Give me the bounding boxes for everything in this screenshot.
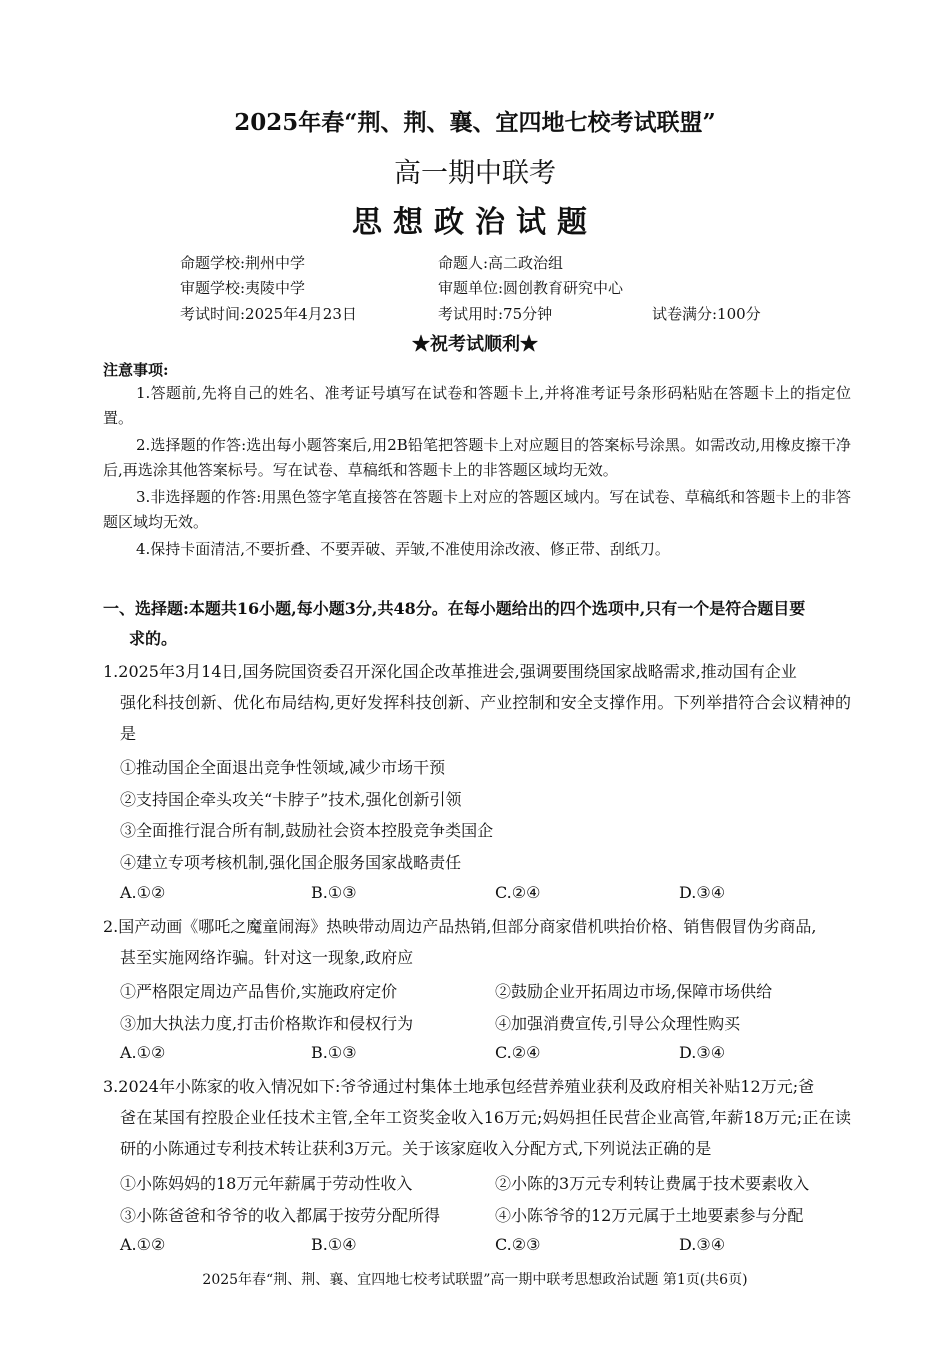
question-1-option-b[interactable]: B.①③ (311, 883, 357, 902)
question-1-stem (103, 656, 851, 749)
exam-time: 考试时间:2025年4月23日 (180, 305, 357, 323)
question-3-item: ①小陈妈妈的18万元年薪属于劳动性收入 (120, 1174, 413, 1193)
notice-title: 注意事项: (103, 361, 169, 379)
question-3-item: ③小陈爸爸和爷爷的收入都属于按劳分配所得 (120, 1206, 441, 1225)
blessing: ★祝考试顺利★ (412, 334, 538, 355)
exam-alliance-title: 2025年春“荆、荆、襄、宜四地七校考试联盟” (234, 109, 716, 136)
question-2-option-d[interactable]: D.③④ (679, 1043, 726, 1062)
question-1-item: ④建立专项考核机制,强化国企服务国家战略责任 (120, 853, 462, 872)
question-1-option-c[interactable]: C.②④ (495, 883, 541, 902)
exam-type-title: 高一期中联考 (394, 158, 556, 189)
section-heading (103, 594, 851, 654)
question-2-item: ①严格限定周边产品售价,实施政府定价 (120, 982, 398, 1001)
question-2-item: ④加强消费宣传,引导公众理性购买 (495, 1014, 741, 1033)
section-heading-line: 求的。 (129, 629, 178, 648)
question-1-option-a[interactable]: A.①② (120, 883, 166, 902)
page-footer: 2025年春“荆、荆、襄、宜四地七校考试联盟”高一期中联考思想政治试题 第1页(共6页) (202, 1272, 748, 1288)
question-2-option-c[interactable]: C.②④ (495, 1043, 541, 1062)
question-1-item: ③全面推行混合所有制,鼓励社会资本控股竞争类国企 (120, 821, 494, 840)
question-stem-first-line: 1.2025年3月14日,国务院国资委召开深化国企改革推进会,强调要围绕国家战略需求,推动国有企业 (103, 662, 797, 681)
question-3-option-b[interactable]: B.①④ (311, 1235, 357, 1254)
question-stem-rest: 爸在某国有控股企业任技术主管,全年工资奖金收入16万元;妈妈担任民营企业高管,年薪18万元;正在读研的小陈通过专利技术转让获利3万元。关于该家庭收入分配方式,下列说法正确的是 (120, 1108, 851, 1158)
question-3-option-c[interactable]: C.②③ (495, 1235, 541, 1254)
question-3-stem (103, 1071, 851, 1164)
question-3-item: ④小陈爷爷的12万元属于土地要素参与分配 (495, 1206, 804, 1225)
question-1-option-d[interactable]: D.③④ (679, 883, 726, 902)
notice-item: 1.答题前,先将自己的姓名、准考证号填写在试卷和答题卡上,并将准考证号条形码粘贴在答题卡上的指定位置。 (103, 384, 851, 427)
full-score: 试卷满分:100分 (652, 305, 761, 323)
notice-item: 3.非选择题的作答:用黑色签字笔直接答在答题卡上对应的答题区域内。写在试卷、草稿纸和答题卡上的非答题区域均无效。 (103, 488, 851, 531)
section-heading-line: 一、选择题:本题共16小题,每小题3分,共48分。在每小题给出的四个选项中,只有一个是符合题目要 (103, 599, 806, 618)
question-2-option-b[interactable]: B.①③ (311, 1043, 357, 1062)
question-2-item: ③加大执法力度,打击价格欺诈和侵权行为 (120, 1014, 414, 1033)
question-2-option-a[interactable]: A.①② (120, 1043, 166, 1062)
question-stem-rest: 强化科技创新、优化布局结构,更好发挥科技创新、产业控制和安全支撑作用。下列举措符合会议精神的是 (120, 693, 851, 743)
question-3-option-a[interactable]: A.①② (120, 1235, 166, 1254)
question-1-item: ①推动国企全面退出竞争性领域,减少市场干预 (120, 758, 446, 777)
question-stem-first-line: 2.国产动画《哪吒之魔童闹海》热映带动周边产品热销,但部分商家借机哄抬价格、销售假冒伪劣商品, (103, 917, 817, 936)
question-3-option-d[interactable]: D.③④ (679, 1235, 726, 1254)
question-stem-first-line: 3.2024年小陈家的收入情况如下:爷爷通过村集体土地承包经营养殖业获利及政府相关补贴12万元;爸 (103, 1077, 815, 1096)
question-2-stem (103, 911, 851, 973)
question-2-item: ②鼓励企业开拓周边市场,保障市场供给 (495, 982, 773, 1001)
question-1-item: ②支持国企牵头攻关“卡脖子”技术,强化创新引领 (120, 790, 462, 809)
review-school: 审题学校:夷陵中学 (180, 279, 306, 297)
notice-item: 2.选择题的作答:选出每小题答案后,用2B铅笔把答题卡上对应题目的答案标号涂黑。如需改动,用橡皮擦干净后,再选涂其他答案标号。写在试卷、草稿纸和答题卡上的非答题区域均无效。 (103, 436, 851, 479)
question-3-item: ②小陈的3万元专利转让费属于技术要素收入 (495, 1174, 810, 1193)
exam-duration: 考试用时:75分钟 (438, 305, 553, 323)
notice-item: 4.保持卡面清洁,不要折叠、不要弄破、弄皱,不准使用涂改液、修正带、刮纸刀。 (136, 540, 670, 558)
proposition-school: 命题学校:荆州中学 (180, 254, 306, 272)
subject-title: 思想政治试题 (352, 205, 598, 240)
review-unit: 审题单位:圆创教育研究中心 (438, 279, 624, 297)
proposer: 命题人:高二政治组 (438, 254, 564, 272)
question-stem-rest: 甚至实施网络诈骗。针对这一现象,政府应 (120, 948, 414, 967)
